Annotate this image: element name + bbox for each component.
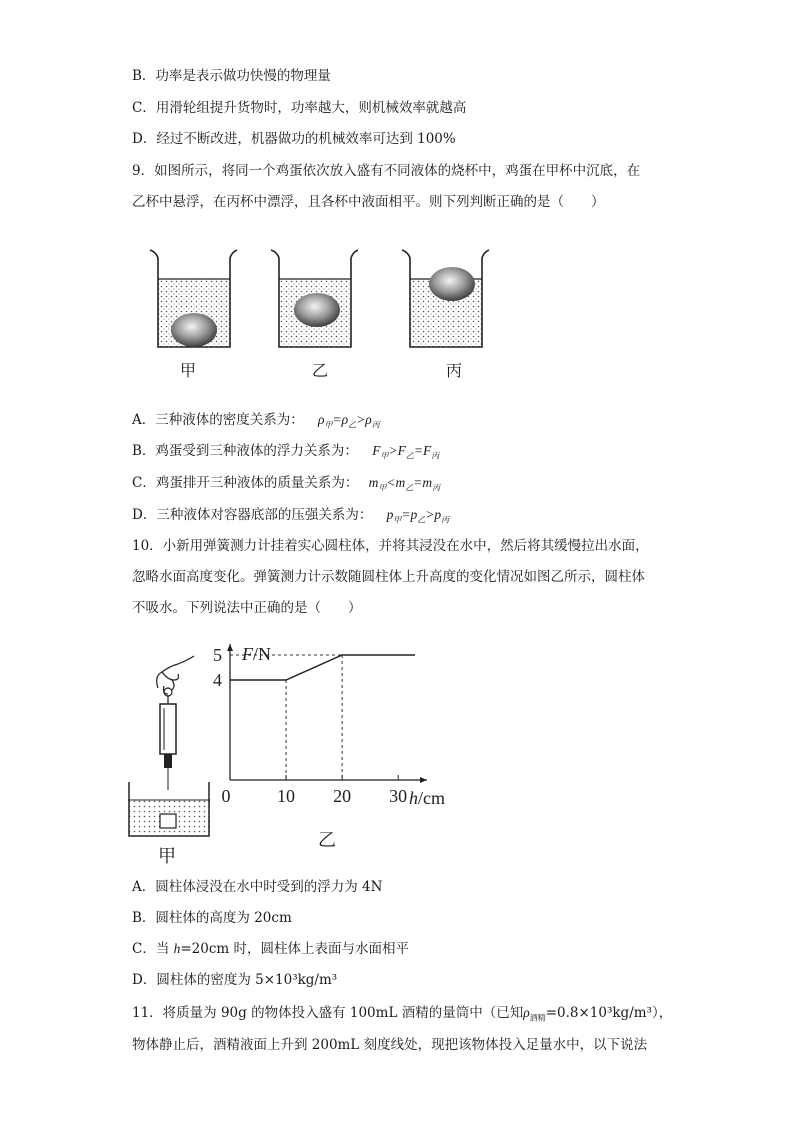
question-10-line-2: 忽略水面高度变化。弹簧测力计示数随圆柱体上升高度的变化情况如图乙所示，圆柱体 bbox=[132, 569, 645, 585]
spring-scale-body bbox=[160, 704, 176, 754]
egg-jia bbox=[171, 313, 217, 347]
y-tick-label-1: 5 bbox=[213, 645, 222, 665]
beaker-bing bbox=[402, 250, 489, 347]
cylinder bbox=[160, 814, 176, 828]
formula-d: $p_甲=p_乙>p_丙$ bbox=[386, 507, 450, 525]
x-tick-label-2: 20 bbox=[333, 786, 352, 806]
figure-label-yi: 乙 bbox=[318, 830, 336, 851]
option-c-pulley: C．用滑轮组提升货物时，功率越大，则机械效率就越高 bbox=[132, 100, 467, 116]
question-11-line-1: 11．将质量为 90g 的物体投入盛有 100mL 酒精的量筒中（已知$\rho_{酒精}=0.8\times 10^3kg/m^3$）， bbox=[132, 1005, 673, 1023]
x-axis-label: h/cm bbox=[409, 788, 445, 808]
question-11-line-2: 物体静止后，酒精液面上升到 200mL 刻度线处，现把该物体投入足量水中，以下说法 bbox=[132, 1037, 648, 1053]
question-9-line-1: 9．如图所示，将同一个鸡蛋依次放入盛有不同液体的烧杯中，鸡蛋在甲杯中沉底，在 bbox=[132, 163, 641, 179]
q9-option-a: A．三种液体的密度关系为： $\rho_甲=\rho_乙>\rho_丙$ bbox=[132, 412, 380, 430]
formula-a: $\rho_甲=\rho_乙>\rho_丙$ bbox=[318, 412, 380, 430]
beaker-label-jia: 甲 bbox=[180, 361, 197, 380]
question-10-line-3: 不吸水。下列说法中正确的是（ ） bbox=[132, 600, 362, 616]
formula-c: $m_甲<m_乙=m_丙$ bbox=[368, 475, 441, 493]
x-tick-label-3: 30 bbox=[389, 786, 408, 806]
formula-b: $F_甲>F_乙=F_丙$ bbox=[372, 443, 440, 461]
y-tick-label-0: 4 bbox=[213, 670, 222, 690]
q9-option-d: D．三种液体对容器底部的压强关系为： $p_甲=p_乙>p_丙$ bbox=[132, 507, 450, 525]
q10-option-b: B．圆柱体的高度为 20cm bbox=[132, 910, 292, 926]
force-height-chart bbox=[200, 640, 460, 810]
q10-option-d: D．圆柱体的密度为 5×10³kg/m³ bbox=[132, 972, 338, 988]
x-axis-arrow-icon bbox=[420, 777, 427, 783]
egg-bing bbox=[429, 267, 475, 301]
beaker-jia bbox=[150, 250, 237, 347]
x-tick-label-1: 10 bbox=[277, 786, 296, 806]
beaker-label-yi: 乙 bbox=[312, 361, 329, 380]
beaker-yi bbox=[271, 250, 358, 347]
y-axis-arrow-icon bbox=[227, 644, 233, 651]
q9-option-c: C．鸡蛋排开三种液体的质量关系为： $m_甲<m_乙=m_丙$ bbox=[132, 475, 441, 493]
hand-icon bbox=[157, 656, 194, 694]
y-axis-label: F/N bbox=[242, 644, 271, 664]
q10-option-c: C．当 h=20cm 时，圆柱体上表面与水面相平 bbox=[132, 941, 410, 957]
question-9-line-2: 乙杯中悬浮，在丙杯中漂浮，且各杯中液面相平。则下列判断正确的是（ ） bbox=[132, 194, 605, 210]
beaker-label-bing: 丙 bbox=[446, 361, 463, 380]
q9-option-b: B．鸡蛋受到三种液体的浮力关系为： $F_甲>F_乙=F_丙$ bbox=[132, 443, 440, 461]
figure-label-jia: 甲 bbox=[158, 846, 176, 867]
q10-option-a: A．圆柱体浸没在水中时受到的浮力为 4N bbox=[132, 879, 383, 895]
option-d-efficiency: D．经过不断改进，机器做功的机械效率可达到 100% bbox=[132, 131, 456, 147]
question-10-line-1: 10．小新用弹簧测力计挂着实心圆柱体，并将其浸没在水中，然后将其缓慢拉出水面， bbox=[132, 538, 649, 554]
x-tick-label-0: 0 bbox=[221, 786, 231, 806]
egg-yi bbox=[294, 293, 340, 327]
option-b-power: B．功率是表示做功快慢的物理量 bbox=[132, 68, 331, 84]
spring-scale-figure bbox=[128, 650, 210, 840]
